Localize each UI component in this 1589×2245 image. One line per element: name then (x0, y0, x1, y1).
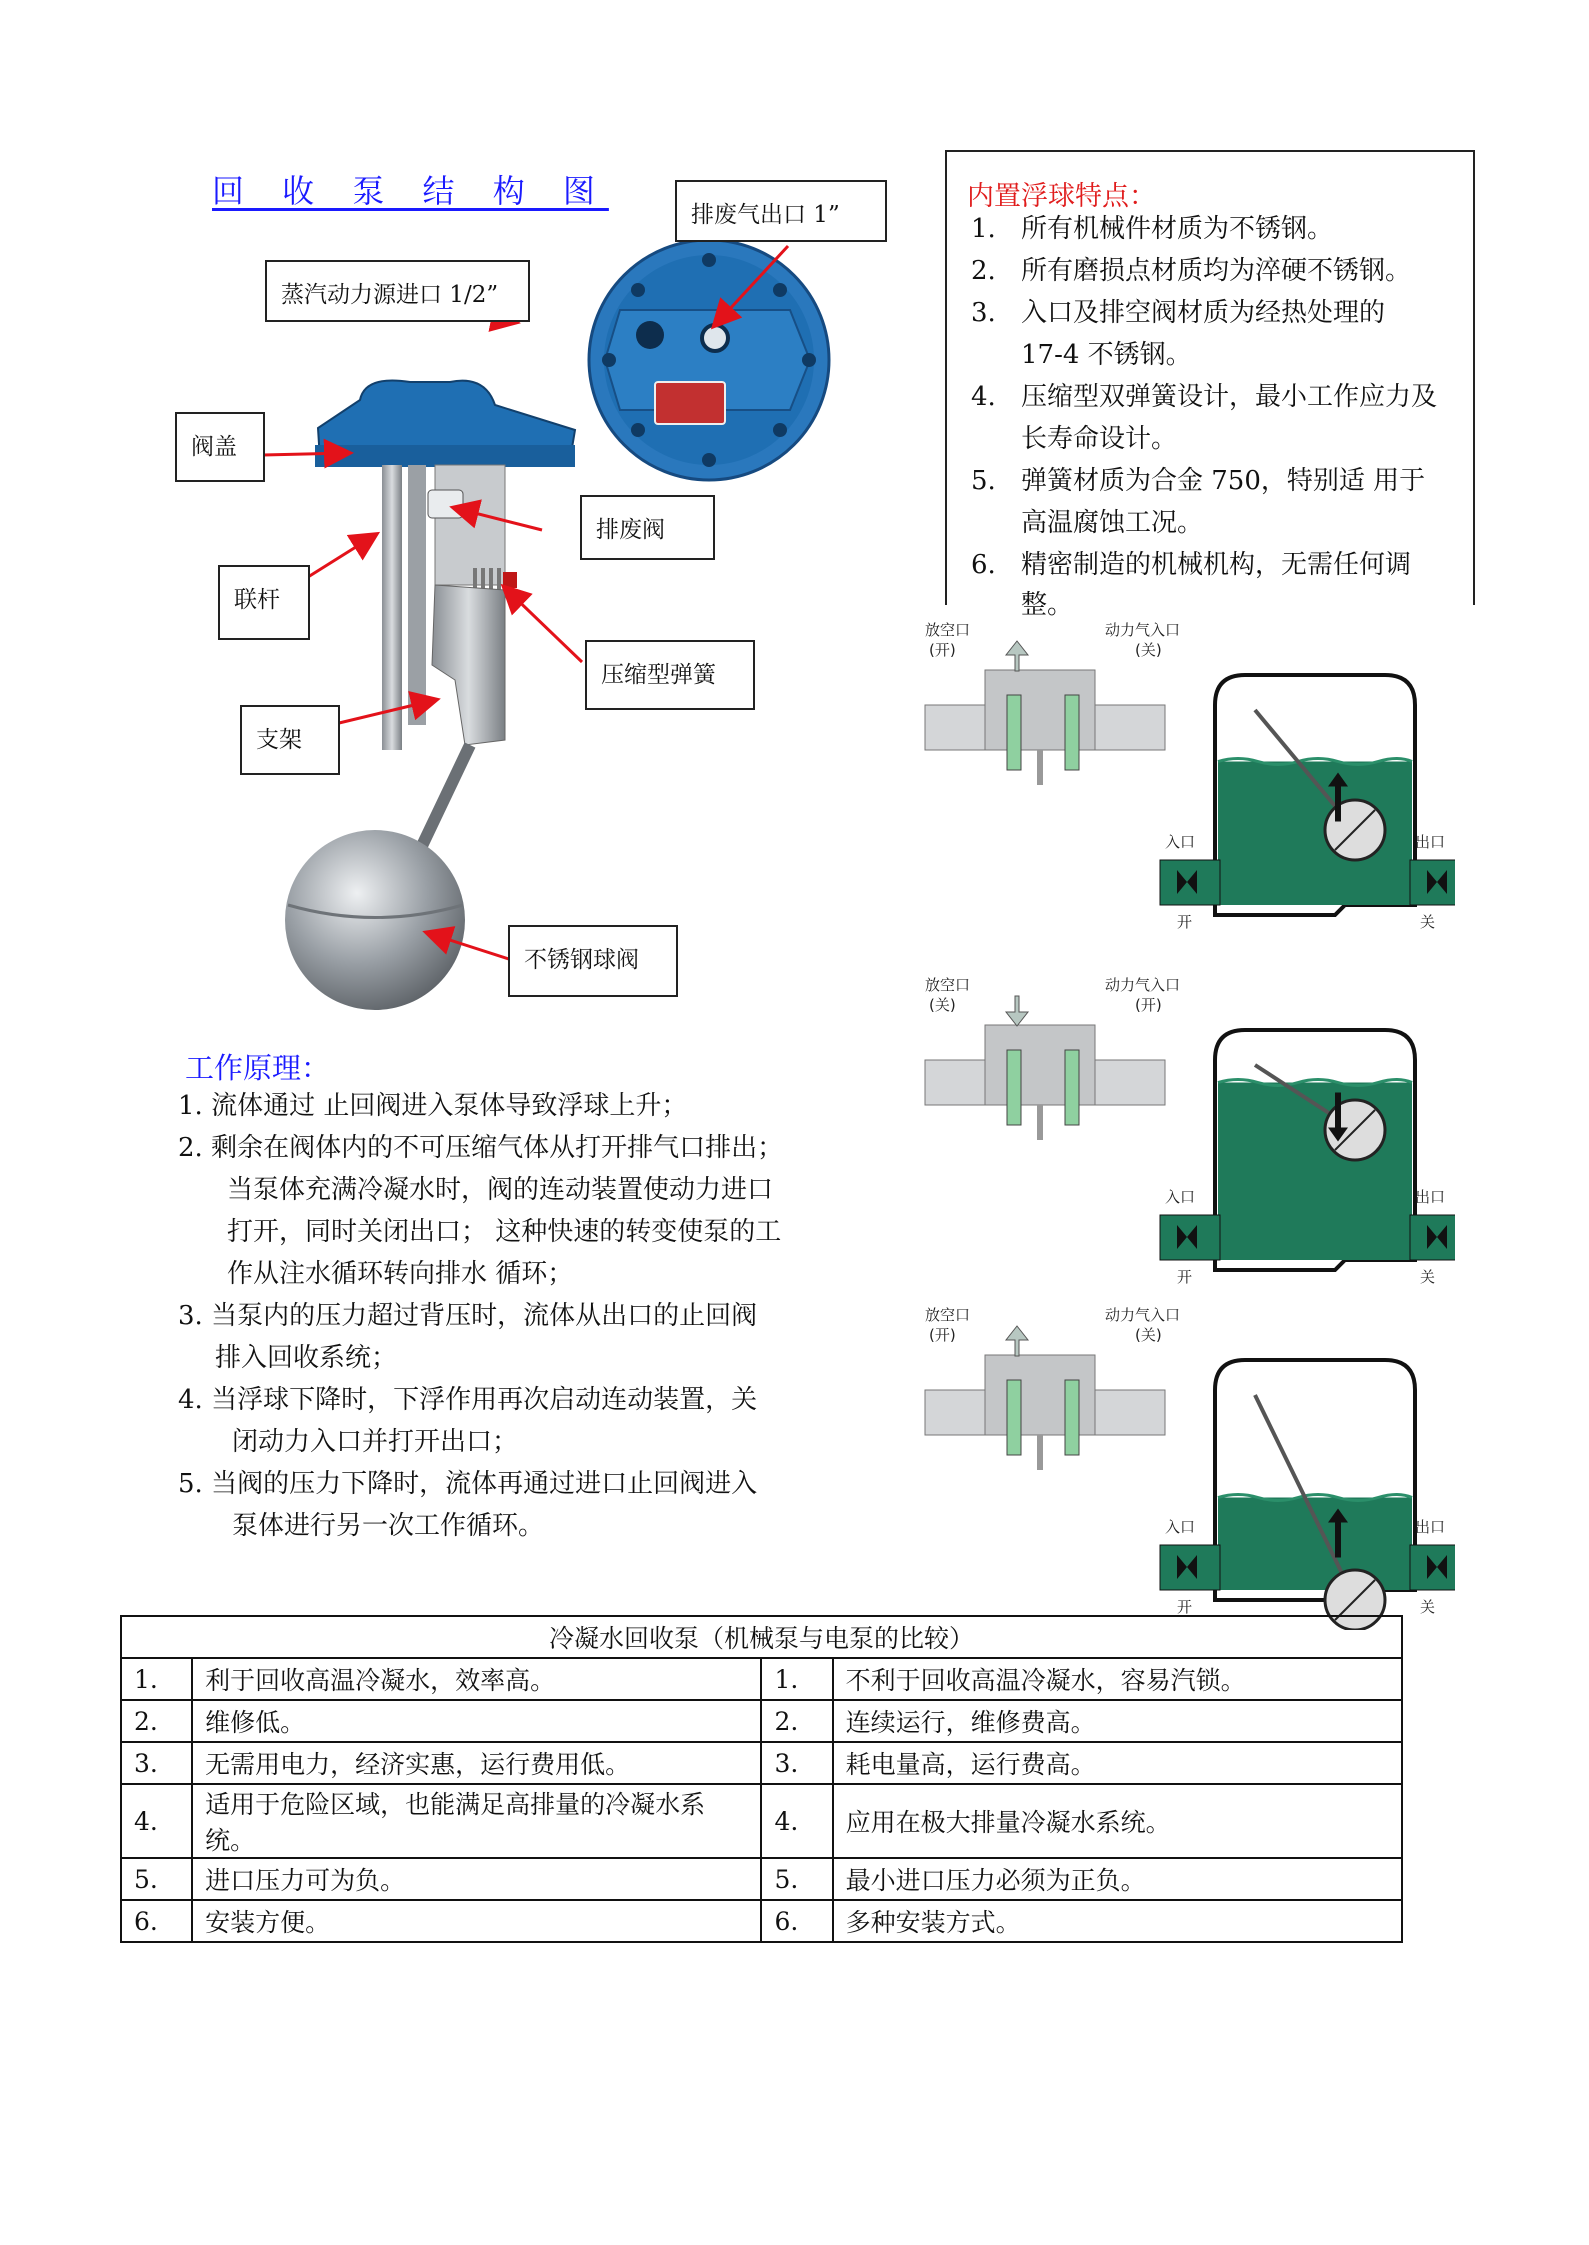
elec-number: 5. (761, 1858, 832, 1900)
table-row (121, 1784, 1402, 1858)
mech-number: 1. (121, 1658, 192, 1700)
inlet-label: 入口 (1165, 1518, 1196, 1536)
inlet-state-label: 开 (1177, 1598, 1193, 1616)
vent-arrow-icon (1006, 1326, 1028, 1356)
principle-line: 作从注水循环转向排水 循环； (227, 1259, 574, 1289)
inlet-label: 入口 (1165, 833, 1196, 851)
principle-line: 3. 当泵内的压力超过背压时，流体从出口的止回阀 (178, 1301, 758, 1331)
elec-characteristic: 应用在极大排量冷凝水系统。 (833, 1784, 1402, 1858)
mech-advantage: 适用于危险区域，也能满足高排量的冷凝水系统。 (192, 1784, 761, 1858)
vent-state-label: (关) (929, 996, 956, 1014)
vent-label: 放空口 (925, 976, 971, 994)
comparison-table (120, 1615, 1403, 1943)
elec-number: 3. (761, 1742, 832, 1784)
inlet-state-label: 开 (1177, 913, 1193, 931)
valve-section (925, 670, 1165, 785)
features-box: 内置浮球特点： 1. 所有机械件材质为不锈钢。 2. 所有磨损点材质均为淬硬不锈钢。 3. 入口及排空阀材质为经热处理的 17-4 不锈钢。 4. 压缩型双弹簧设计，最小工作应力及 长寿命设计。 5. 弹簧材质为合金 750，特别适 用于 高温腐蚀工况。 6. 精密制造的机械机构，无需任何调 整。 (945, 150, 1475, 605)
inlet-label: 入口 (1165, 1188, 1196, 1206)
mech-number: 4. (121, 1784, 192, 1858)
pump-body (1160, 1360, 1455, 1630)
principle-line: 打开，同时关闭出口； 这种快速的转变使泵的工 (227, 1217, 782, 1247)
outlet-state-label: 关 (1420, 1268, 1436, 1286)
principle-line: 1. 流体通过 止回阀进入泵体导致浮球上升； (178, 1091, 688, 1121)
inlet-state-label: 开 (1177, 1268, 1193, 1286)
vent-state-label: (开) (929, 1326, 956, 1344)
flange-top-view (589, 240, 829, 480)
label-ball-valve: 不锈钢球阀 (508, 925, 678, 997)
elec-characteristic: 耗电量高，运行费高。 (833, 1742, 1402, 1784)
vent-label: 放空口 (925, 621, 971, 639)
principle-line: 泵体进行另一次工作循环。 (232, 1511, 545, 1541)
outlet-label: 出口 (1415, 1518, 1446, 1536)
label-valve-cover: 阀盖 (175, 412, 265, 482)
outlet-state-label: 关 (1420, 913, 1436, 931)
table-row (121, 1742, 1402, 1784)
pump-body (1160, 675, 1455, 915)
mech-number: 3. (121, 1742, 192, 1784)
mech-advantage: 安装方便。 (192, 1900, 761, 1942)
mech-advantage: 无需用电力，经济实惠，运行费用低。 (192, 1742, 761, 1784)
valve-section (925, 1025, 1165, 1140)
pump-body (1160, 1030, 1455, 1270)
valve-assembly-side-view (285, 380, 575, 1010)
principle-line: 5. 当阀的压力下降时，流体再通过进口止回阀进入 (178, 1469, 758, 1499)
label-exhaust-outlet: 排废气出口 1” (675, 180, 887, 242)
mech-advantage: 进口压力可为负。 (192, 1858, 761, 1900)
elec-characteristic: 多种安装方式。 (833, 1900, 1402, 1942)
outlet-label: 出口 (1415, 1188, 1446, 1206)
valve-section (925, 1355, 1165, 1470)
table-row (121, 1858, 1402, 1900)
mech-number: 6. (121, 1900, 192, 1942)
cycle-diagram (915, 1300, 1455, 1630)
outlet-state-label: 关 (1420, 1598, 1436, 1616)
label-exhaust-valve: 排废阀 (580, 495, 715, 560)
table-row (121, 1658, 1402, 1700)
vent-state-label: (开) (929, 641, 956, 659)
motive-inlet-label: 动力气入口 (1105, 1306, 1181, 1324)
vent-arrow-icon (1006, 996, 1028, 1026)
elec-characteristic: 最小进口压力必须为正负。 (833, 1858, 1402, 1900)
elec-number: 1. (761, 1658, 832, 1700)
principle-line: 闭动力入口并打开出口； (232, 1427, 519, 1457)
elec-number: 6. (761, 1900, 832, 1942)
mech-number: 5. (121, 1858, 192, 1900)
cycle-diagram (915, 970, 1455, 1300)
working-principle-heading: 工作原理： (185, 1051, 331, 1085)
vent-arrow-icon (1006, 641, 1028, 671)
motive-state-label: (关) (1135, 1326, 1162, 1344)
principle-line: 当泵体充满冷凝水时，阀的连动装置使动力进口 (227, 1175, 774, 1205)
table-row (121, 1900, 1402, 1942)
principle-line: 2. 剩余在阀体内的不可压缩气体从打开排气口排出； (178, 1133, 784, 1163)
motive-inlet-label: 动力气入口 (1105, 976, 1181, 994)
diagram-title: 回 收 泵 结 构 图 (212, 172, 609, 210)
table-title: 冷凝水回收泵（机械泵与电泵的比较） (121, 1616, 1402, 1658)
principle-line: 4. 当浮球下降时，下浮作用再次启动连动装置，关 (178, 1385, 758, 1415)
principle-line: 排入回收系统； (215, 1343, 398, 1373)
motive-state-label: (开) (1135, 996, 1162, 1014)
features-heading: 内置浮球特点： (967, 181, 1156, 212)
elec-number: 2. (761, 1700, 832, 1742)
mech-advantage: 维修低。 (192, 1700, 761, 1742)
label-bracket: 支架 (240, 705, 340, 775)
motive-inlet-label: 动力气入口 (1105, 621, 1181, 639)
label-compression-spring: 压缩型弹簧 (585, 640, 755, 710)
motive-state-label: (关) (1135, 641, 1162, 659)
elec-number: 4. (761, 1784, 832, 1858)
vent-label: 放空口 (925, 1306, 971, 1324)
mech-advantage: 利于回收高温冷凝水，效率高。 (192, 1658, 761, 1700)
mech-number: 2. (121, 1700, 192, 1742)
elec-characteristic: 不利于回收高温冷凝水，容易汽锁。 (833, 1658, 1402, 1700)
elec-characteristic: 连续运行，维修费高。 (833, 1700, 1402, 1742)
table-row (121, 1700, 1402, 1742)
outlet-label: 出口 (1415, 833, 1446, 851)
label-linkage: 联杆 (218, 565, 310, 640)
label-steam-inlet: 蒸汽动力源进口 1/2” (265, 260, 530, 322)
cycle-diagram (915, 615, 1455, 945)
